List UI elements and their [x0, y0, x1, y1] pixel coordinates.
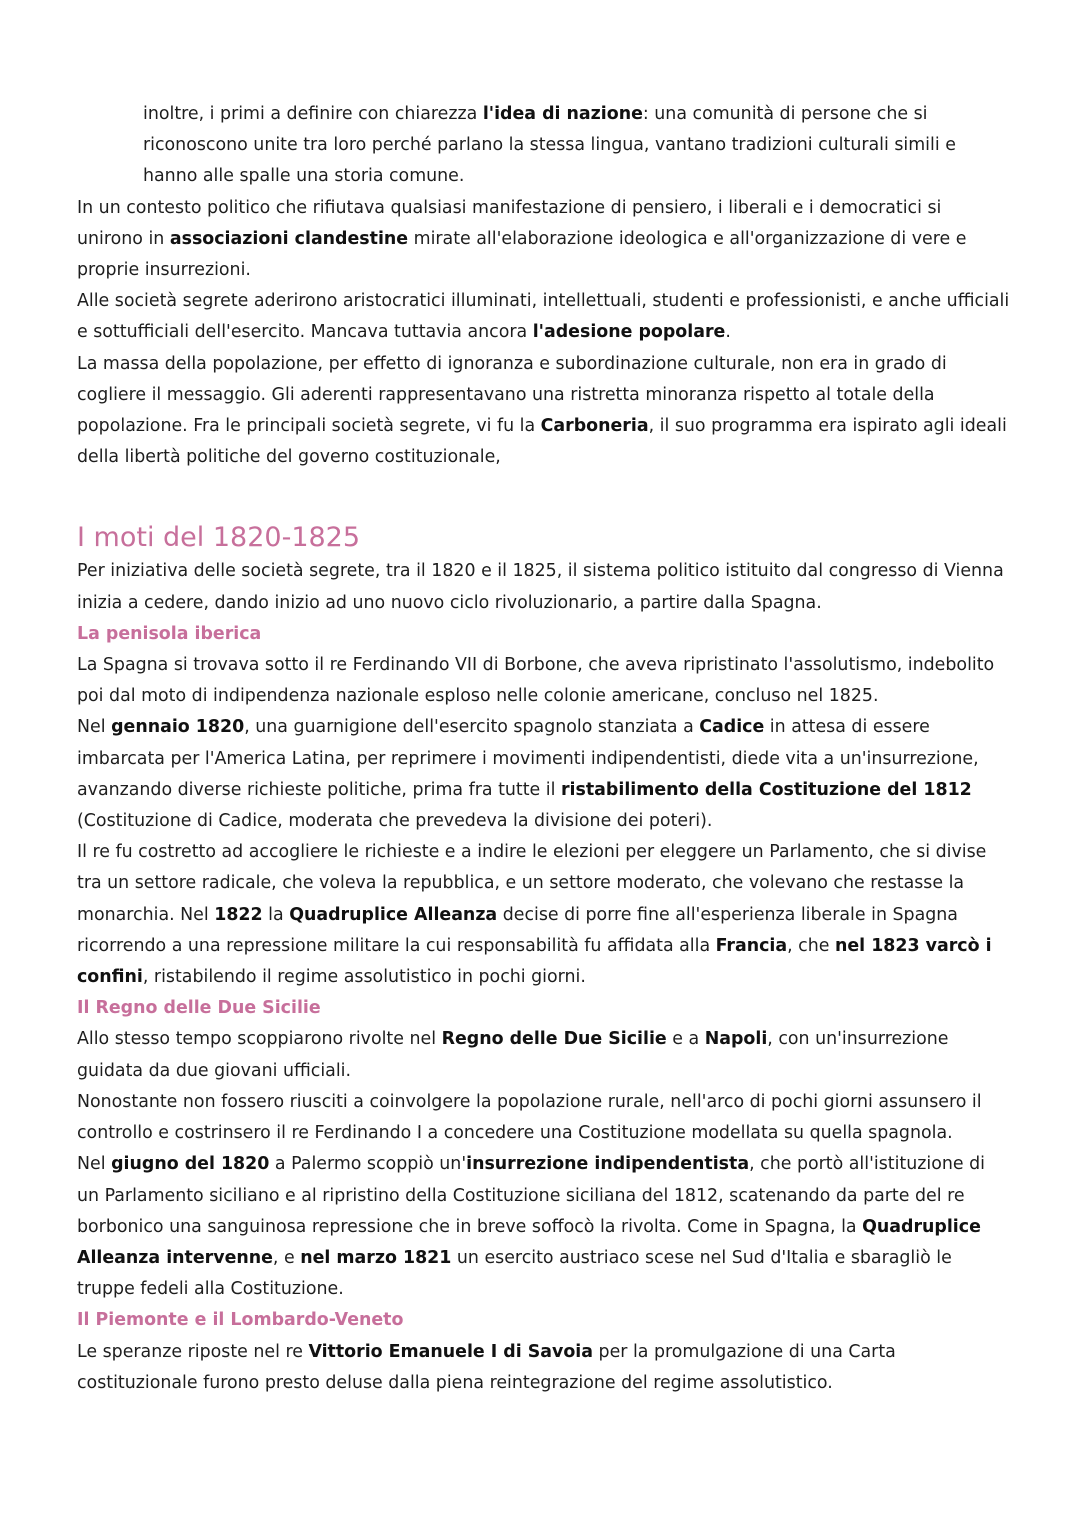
bold-term: 1822 [214, 904, 263, 925]
document-page [77, 99, 1012, 1399]
iberica-paragraph-3 [77, 837, 1012, 993]
text-run: . [725, 322, 731, 343]
text-run: e a [666, 1029, 705, 1050]
text-run: inoltre, i primi a definire con chiarezza [143, 104, 483, 124]
intro-paragraph-associations [77, 193, 1012, 287]
bold-term: nel 1823 varcò i confini [77, 935, 992, 988]
sicilie-paragraph-3 [77, 1149, 1012, 1305]
bold-term: giugno del 1820 [111, 1154, 270, 1175]
piemonte-paragraph-1 [77, 1337, 1012, 1399]
text-run: In un contesto politico che rifiutava qualsiasi manifestazione di pensiero, i liberali e i democratici si unirono in [77, 197, 942, 249]
text-run: , il suo programma era ispirato agli ideali della libertà politiche del governo costituzionale, [77, 416, 1007, 468]
bold-term: Regno delle Due Sicilie [441, 1029, 667, 1050]
text-run: , con un'insurrezione guidata da due giovani ufficiali. [77, 1029, 949, 1081]
text-run: a Palermo scoppiò un' [269, 1154, 467, 1175]
text-run: Il re fu costretto ad accogliere le richieste e a indire le elezioni per eleggere un Parlamento, che si divise tra un settore radicale, che voleva la repubblica, e un settore moderato, che volevano che restasse la monarchia. Nel [77, 842, 987, 925]
subheading-due-sicilie: Il Regno delle Due Sicilie [77, 998, 321, 1019]
text-run: , che portò all'istituzione di un Parlamento siciliano e al ripristino della Costituzione siciliana del 1812, scatenando da parte del re borbonico una sanguinosa repressione che in breve soffocò la rivolta. Come in Spagna, la [77, 1154, 985, 1237]
subheading-iberica: La penisola iberica [77, 623, 262, 644]
bold-term: insurrezione indipendentista [466, 1154, 750, 1175]
text-run: , e [272, 1247, 301, 1268]
text-run: , ristabilendo il regime assolutistico in pochi giorni. [142, 967, 586, 988]
bold-term: l'adesione popolare [532, 322, 726, 343]
iberica-paragraph-1: La Spagna si trovava sotto il re Ferdinando VII di Borbone, che aveva ripristinato l'assolutismo, indebolito poi dal moto di indipendenza nazionale esploso nelle colonie americane, concluso nel 1825. [77, 655, 995, 707]
text-run: Nel [77, 717, 112, 738]
text-run: la [262, 904, 290, 925]
section-intro-paragraph: Per iniziativa delle società segrete, tra il 1820 e il 1825, il sistema politico istituito dal congresso di Vienna inizia a cedere, dando inizio ad uno nuovo ciclo rivoluzionario, a partire dalla Spagna. [77, 561, 1004, 613]
text-run: Nel [77, 1154, 112, 1175]
text-run: La massa della popolazione, per effetto di ignoranza e subordinazione culturale, non era in grado di cogliere il messaggio. Gli aderenti rappresentavano una ristretta minoranza rispetto al totale della popolazione. Fra le principali società segrete, vi fu la [77, 353, 947, 437]
bold-term: l'idea di nazione [482, 104, 643, 124]
bold-term: ristabilimento della Costituzione del 1812 [560, 779, 972, 800]
sicilie-paragraph-1 [77, 1024, 1012, 1086]
text-run: decise di porre fine all'esperienza liberale in Spagna ricorrendo a una repressione militare la cui responsabilità fu affidata alla [77, 904, 958, 956]
section-heading: I moti del 1820-1825 [77, 522, 361, 554]
intro-paragraph-members [77, 286, 1012, 348]
bold-term: associazioni clandestine [169, 228, 409, 249]
text-run: (Costituzione di Cadice, moderata che prevedeva la divisione dei poteri). [77, 811, 713, 832]
bold-term: Vittorio Emanuele I di Savoia [308, 1341, 593, 1362]
text-run: Allo stesso tempo scoppiarono rivolte nel [77, 1029, 442, 1050]
bold-term: Cadice [699, 717, 765, 738]
iberica-paragraph-2 [77, 712, 1012, 837]
intro-paragraph-carboneria [77, 349, 1012, 474]
subheading-piemonte: Il Piemonte e il Lombardo-Veneto [77, 1310, 404, 1331]
text-run: mirate all'elaborazione ideologica e all'organizzazione di vere e proprie insurrezioni. [77, 228, 967, 281]
text-run: Alle società segrete aderirono aristocratici illuminati, intellettuali, studenti e professionisti, e anche ufficiali e sottufficiali dell'esercito. Mancava tuttavia ancora [77, 291, 1010, 343]
bold-term: nel marzo 1821 [300, 1247, 452, 1268]
text-run: , una guarnigione dell'esercito spagnolo stanziata a [244, 717, 700, 738]
bold-term: Quadruplice Alleanza [289, 904, 498, 925]
text-run: : una comunità di persone che si riconoscono unite tra loro perché parlano la stessa lingua, vantano tradizioni culturali simili e hanno alle spalle una storia comune. [143, 104, 956, 187]
text-run: in attesa di essere imbarcata per l'America Latina, per reprimere i movimenti indipendentisti, diede vita a un'insurrezione, avanzando diverse richieste politiche, prima fra tutte il [77, 717, 979, 800]
intro-paragraph-nation [77, 99, 1012, 193]
sicilie-paragraph-2: Nonostante non fossero riusciti a coinvolgere la popolazione rurale, nell'arco di pochi giorni assunsero il controllo e costrinsero il re Ferdinando I a concedere una Costituzione modellata su quella spagnola. [77, 1091, 982, 1144]
bold-term: Napoli [704, 1029, 768, 1050]
text-run: per la promulgazione di una Carta costituzionale furono presto deluse dalla piena reintegrazione del regime assolutistico. [77, 1341, 896, 1393]
text-run: Le speranze riposte nel re [77, 1341, 309, 1362]
bold-term: Quadruplice Alleanza intervenne [77, 1216, 981, 1268]
text-run: un esercito austriaco scese nel Sud d'Italia e sbaragliò le truppe fedeli alla Costituzione. [77, 1247, 952, 1300]
bold-term: gennaio 1820 [111, 717, 245, 738]
bold-term: Carboneria [540, 416, 649, 437]
bold-term: Francia [715, 935, 788, 956]
text-run: , che [787, 935, 835, 956]
